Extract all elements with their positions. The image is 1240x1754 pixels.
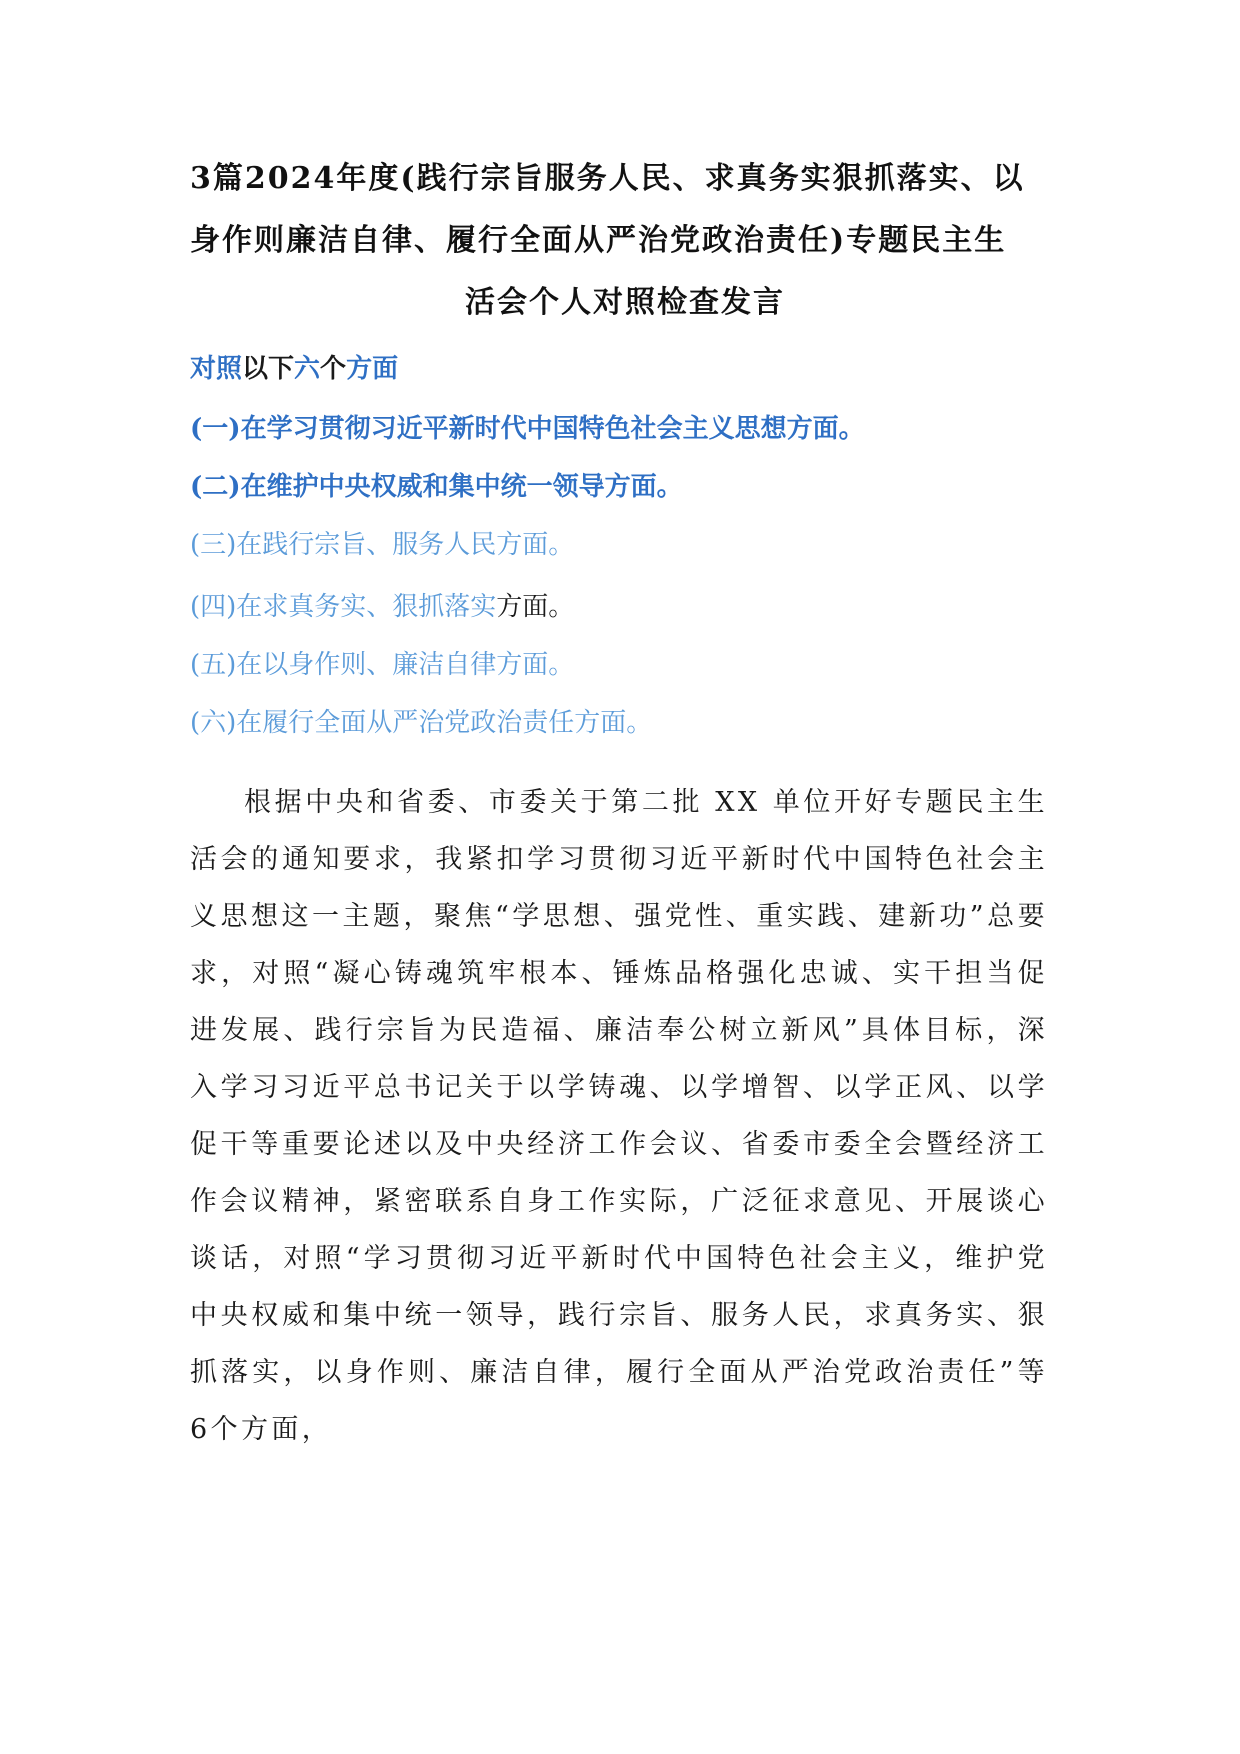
outline-item-2: (二)在维护中央权威和集中统一领导方面。 [190, 472, 683, 502]
outline-intro-part3: 六 [294, 354, 321, 384]
outline-item-6: (六)在履行全面从严治党政治责任方面。 [190, 708, 653, 738]
outline-item-4-part1: (四)在求真务实、狠抓落实 [190, 592, 497, 622]
outline-section [190, 340, 1060, 754]
title-line-3: 活会个人对照检查发言 [465, 285, 785, 320]
title-line-2: 身作则廉洁自律、履行全面从严治党政治责任)专题民主生 [190, 223, 1007, 258]
document-title [190, 148, 1060, 334]
outline-item-4 [190, 576, 1060, 638]
outline-intro-part5: 方面 [346, 354, 399, 384]
outline-item-1: (一)在学习贯彻习近平新时代中国特色社会主义思想方面。 [190, 414, 865, 444]
body-paragraph: 根据中央和省委、市委关于第二批 XX 单位开好专题民主生活会的通知要求，我紧扣学习贯彻习近平新时代中国特色社会主义思想这一主题，聚焦“学思想、强党性、重实践、建新功”总要求，对照“凝心铸魂筑牢根本、锤炼品格强化忠诚、实干担当促进发展、践行宗旨为民造福、廉洁奉公树立新风”具体目标，深入学习习近平总书记关于以学铸魂、以学增智、以学正风、以学促干等重要论述以及中央经济工作会议、省委市委全会暨经济工作会议精神，紧密联系自身工作实际，广泛征求意见、开展谈心谈话，对照“学习贯彻习近平新时代中国特色社会主义，维护党中央权威和集中统一领导，践行宗旨、服务人民，求真务实、狠抓落实，以身作则、廉洁自律，履行全面从严治党政治责任”等6个方面， [190, 787, 1048, 1445]
body-text [190, 774, 1048, 1458]
outline-intro [190, 340, 1060, 398]
title-line-1: 3篇2024年度(践行宗旨服务人民、求真务实狠抓落实、以 [190, 161, 1025, 196]
outline-intro-part1: 对照 [190, 354, 243, 384]
outline-intro-part2: 以下 [242, 354, 295, 384]
outline-item-4-part2: 方面。 [496, 592, 575, 622]
outline-intro-part4: 个 [320, 354, 347, 384]
outline-item-5: (五)在以身作则、廉洁自律方面。 [190, 650, 575, 680]
outline-item-3: (三)在践行宗旨、服务人民方面。 [190, 530, 575, 560]
